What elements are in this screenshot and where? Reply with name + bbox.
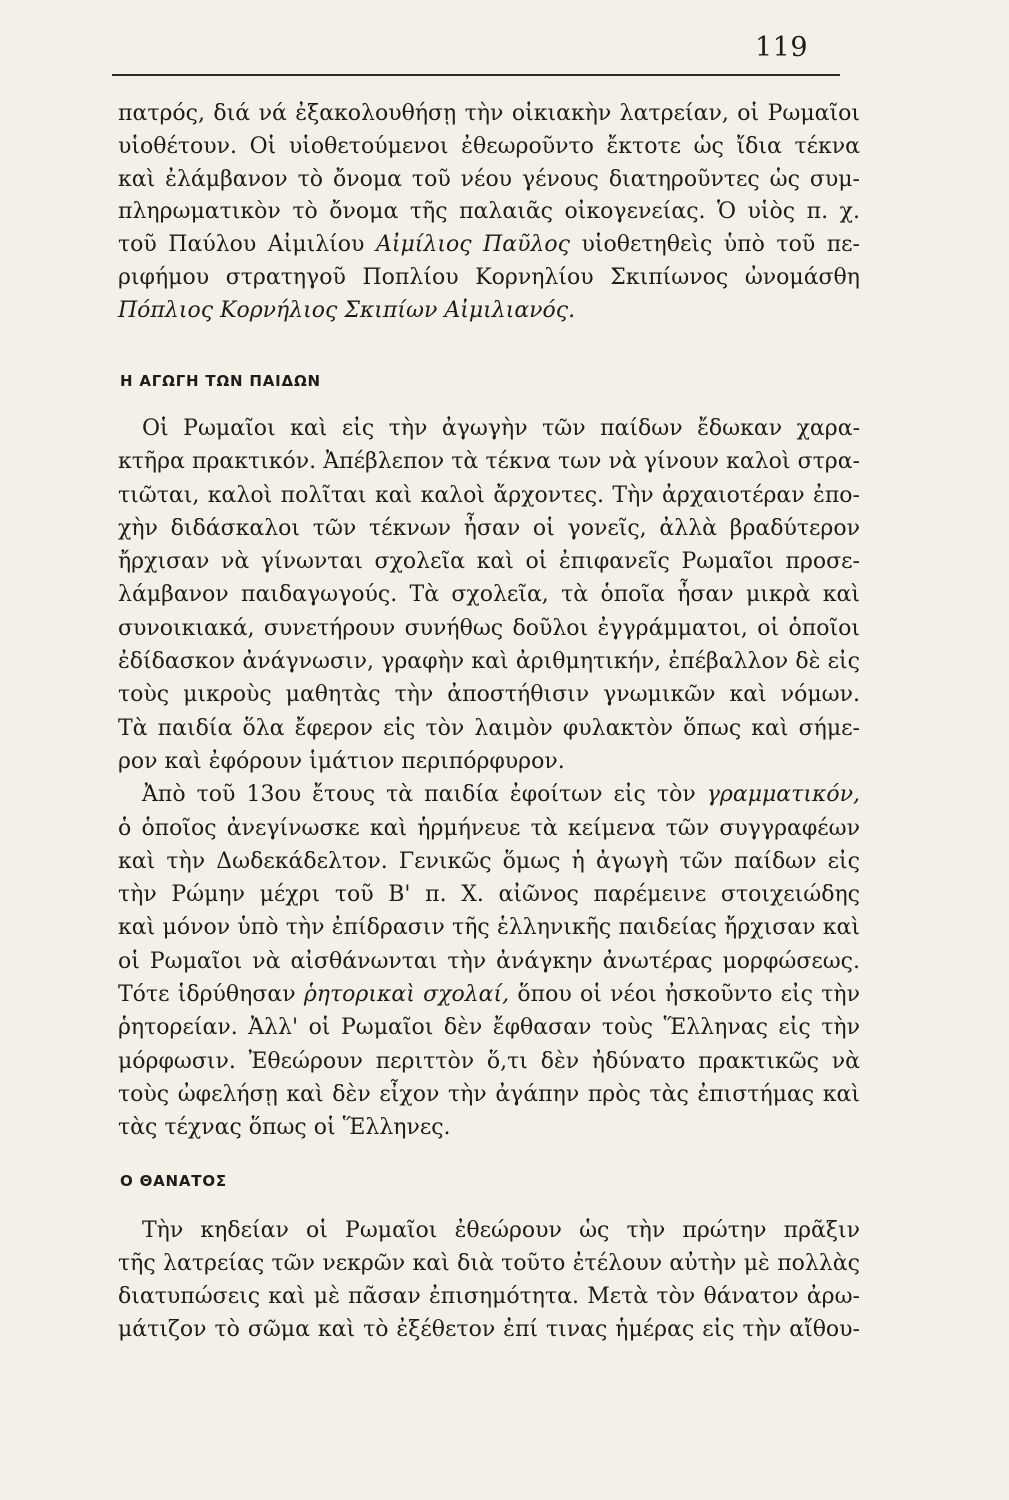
paragraph-death <box>118 1214 860 1346</box>
text-line: λάμβανον παιδαγωγούς. Τὰ σχολεῖα, τὰ ὁποῖα ἦσαν μικρὰ καὶ <box>118 582 860 608</box>
text-line: ἤρχισαν νὰ γίνωνται σχολεῖα καὶ οἱ ἐπιφανεῖς Ρωμαῖοι προσε- <box>118 549 860 575</box>
text-line: υἱοθέτουν. Οἱ υἱοθετούμενοι ἐθεωροῦντο ἔκτοτε ὡς ἴδια τέκνα <box>118 133 860 159</box>
text-segment: Ἀπὸ τοῦ 13ου ἔτους τὰ παιδία ἐφοίτων εἰς τὸν <box>142 782 696 808</box>
text-segment: Τότε ἱδρύθησαν <box>118 982 296 1008</box>
text-line: τιῶται, καλοὶ πολῖται καὶ καλοὶ ἄρχοντες. Τὴν ἀρχαιοτέραν ἐπο- <box>118 482 860 508</box>
italic-name: Αἰμίλιος Παῦλος <box>375 232 570 258</box>
text-segment: ὅπου οἱ νέοι ἠσκοῦντο εἰς τὴν <box>517 982 860 1008</box>
italic-name: Πόπλιος Κορνήλιος Σκιπίων Αἰμιλιανός. <box>118 297 576 323</box>
text-line: οἱ Ρωμαῖοι νὰ αἰσθάνωνται τὴν ἀνάγκην ἀνωτέρας μορφώσεως. <box>118 948 860 974</box>
text-line: καὶ τὴν Δωδεκάδελτον. Γενικῶς ὅμως ἡ ἀγωγὴ τῶν παίδων εἰς <box>118 848 860 874</box>
text-line: Τὴν κηδείαν οἱ Ρωμαῖοι ἐθεώρουν ὡς τὴν πρώτην πρᾶξιν <box>142 1218 860 1243</box>
text-line: τῆς λατρείας τῶν νεκρῶν καὶ διὰ τοῦτο ἐτέλουν αὐτὴν μὲ πολλὰς <box>118 1251 860 1276</box>
text-line: πατρός, διά νά ἐξακολουθήσῃ τὴν οἰκιακὴν λατρείαν, οἱ Ρωμαῖοι <box>118 101 860 126</box>
text-line: τὴν Ρώμην μέχρι τοῦ Β' π. Χ. αἰῶνος παρέμεινε στοιχειώδης <box>118 882 860 908</box>
paragraph-education <box>118 412 860 1145</box>
text-line: διατυπώσεις καὶ μὲ πᾶσαν ἐπισημότητα. Μετὰ τὸν θάνατον ἀρω- <box>118 1284 860 1309</box>
section-heading-death: Ο ΘΑΝΑΤΟΣ <box>120 1172 227 1190</box>
text-line: καὶ μόνον ὑπὸ τὴν ἐπίδρασιν τῆς ἑλληνικῆς παιδείας ἤρχισαν καὶ <box>118 915 860 941</box>
text-line: κτῆρα πρακτικόν. Ἀπέβλεπον τὰ τέκνα των νὰ γίνουν καλοὶ στρα- <box>118 449 860 475</box>
text-line: καὶ ἐλάμβανον τὸ ὄνομα τοῦ νέου γένους διατηροῦντες ὡς συμ- <box>118 166 860 192</box>
text-line: συνοικιακά, συνετήρουν συνήθως δοῦλοι ἐγγράμματοι, οἱ ὁποῖοι <box>118 615 860 641</box>
italic-term: γραμματικόν, <box>706 782 860 808</box>
text-line: ἐδίδασκον ἀνάγνωσιν, γραφὴν καὶ ἀριθμητικήν, ἐπέβαλλον δὲ εἰς <box>118 649 860 675</box>
text-line: ῥητορείαν. Ἀλλ' οἱ Ρωμαῖοι δὲν ἔφθασαν τοὺς Ἕλληνας εἰς τὴν <box>118 1015 860 1041</box>
text-line: ὁ ὁποῖος ἀνεγίνωσκε καὶ ἡρμήνευε τὰ κείμενα τῶν συγγραφέων <box>118 815 860 841</box>
text-line: μάτιζον τὸ σῶμα καὶ τὸ ἐξέθετον ἐπί τινας ἡμέρας εἰς τὴν αἴθου- <box>118 1317 860 1342</box>
paragraph-adoption <box>118 98 860 328</box>
text-line: τοὺς μικροὺς μαθητὰς τὴν ἀποστήθισιν γνωμικῶν καὶ νόμων. <box>118 682 860 708</box>
text-line: ρον καὶ ἐφόρουν ἱμάτιον περιπόρφυρον. <box>118 748 565 774</box>
text-line: τὰς τέχνας ὅπως οἱ Ἕλληνες. <box>118 1115 451 1141</box>
text-line: ριφήμου στρατηγοῦ Ποπλίου Κορνηλίου Σκιπίωνος ὠνομάσθη <box>118 264 860 290</box>
page-number: 119 <box>755 32 809 63</box>
text-line: Οἱ Ρωμαῖοι καὶ εἰς τὴν ἀγωγὴν τῶν παίδων ἔδωκαν χαρα- <box>142 416 860 441</box>
text-line <box>118 229 860 262</box>
italic-term: ῥητορικαὶ σχολαί, <box>303 982 510 1008</box>
text-line: χὴν διδάσκαλοι τῶν τέκνων ἦσαν οἱ γονεῖς, ἀλλὰ βραδύτερον <box>118 515 860 541</box>
text-line <box>118 978 860 1011</box>
header-rule <box>112 74 840 76</box>
text-line <box>118 295 860 328</box>
text-line: τοὺς ὠφελήσῃ καὶ δὲν εἶχον τὴν ἀγάπην πρὸς τὰς ἐπιστήμας καὶ <box>118 1081 860 1107</box>
text-line <box>118 778 860 811</box>
text-segment: τοῦ Παύλου Αἰμιλίου <box>118 232 365 258</box>
section-heading-education: Η ΑΓΩΓΗ ΤΩΝ ΠΑΙΔΩΝ <box>120 372 321 390</box>
text-line: πληρωματικὸν τὸ ὄνομα τῆς παλαιᾶς οἰκογενείας. Ὁ υἱὸς π. χ. <box>118 199 860 225</box>
text-segment: υἱοθετηθεὶς ὑπὸ τοῦ πε- <box>581 232 860 258</box>
text-line: μόρφωσιν. Ἐθεώρουν περιττὸν ὅ,τι δὲν ἠδύνατο πρακτικῶς νὰ <box>118 1048 860 1074</box>
text-line: Τὰ παιδία ὅλα ἔφερον εἰς τὸν λαιμὸν φυλακτὸν ὅπως καὶ σήμε- <box>118 715 860 741</box>
